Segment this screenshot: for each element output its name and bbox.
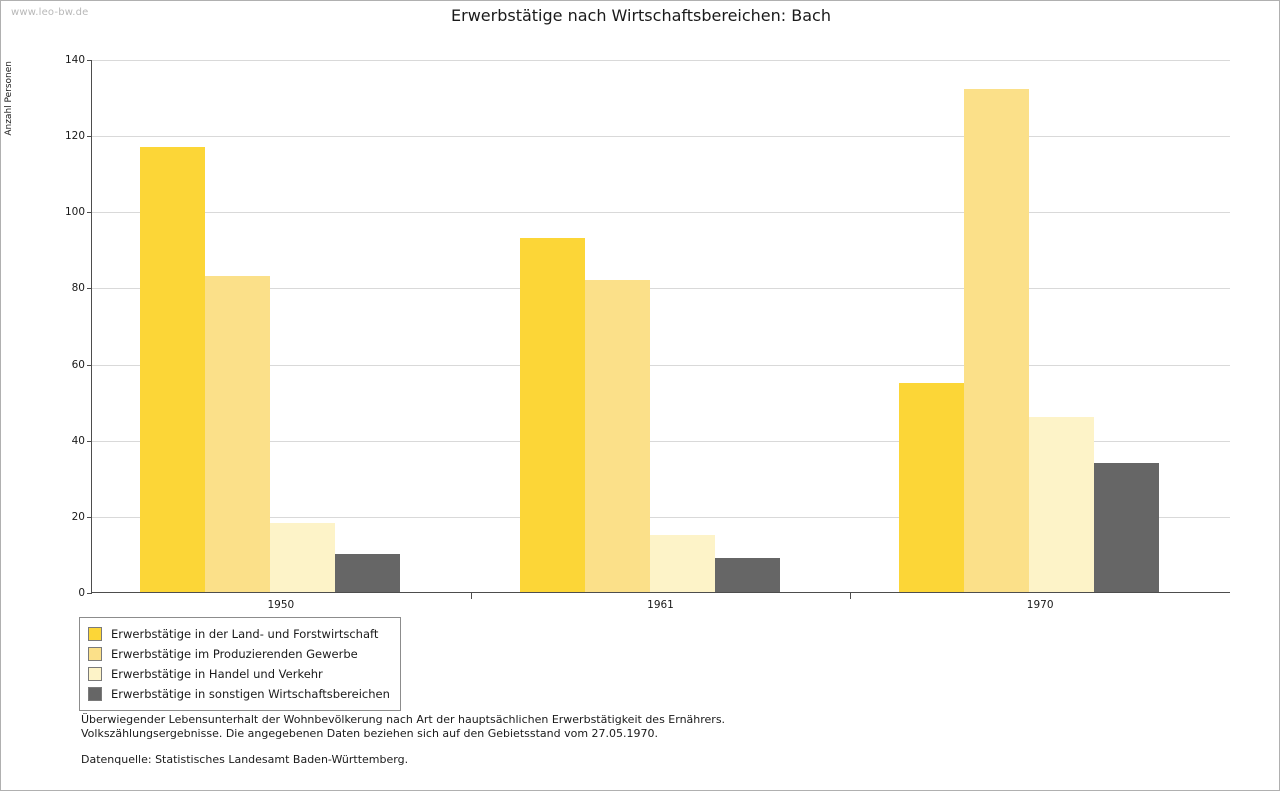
page-title: Erwerbstätige nach Wirtschaftsbereichen: Bach: [451, 6, 831, 25]
y-axis-tick: [87, 365, 92, 366]
legend-item-label: Erwerbstätige in sonstigen Wirtschaftsbereichen: [111, 687, 390, 701]
y-axis-tick: [87, 441, 92, 442]
legend-item-label: Erwerbstätige in Handel und Verkehr: [111, 667, 323, 681]
bar: [140, 147, 205, 592]
legend-item-label: Erwerbstätige in der Land- und Forstwirtschaft: [111, 627, 379, 641]
footnote-line: Volkszählungsergebnisse. Die angegebenen Daten beziehen sich auf den Gebietsstand vom 27.05.1970.: [81, 727, 659, 740]
legend-swatch-icon: [88, 687, 102, 701]
y-axis-tick: [87, 212, 92, 213]
y-axis-tick-label: 100: [64, 206, 85, 219]
watermark: www.leo-bw.de: [11, 7, 89, 18]
gridline: [92, 60, 1230, 61]
bar: [715, 558, 780, 592]
bar: [899, 383, 964, 592]
footnote-line: Überwiegender Lebensunterhalt der Wohnbevölkerung nach Art der hauptsächlichen Erwerbstätigkeit des Ernährers.: [81, 713, 726, 726]
bar: [205, 276, 270, 592]
y-axis-label: Anzahl Personen: [4, 61, 14, 136]
source-note: Datenquelle: Statistisches Landesamt Baden-Württemberg.: [81, 753, 409, 766]
y-axis-tick: [87, 288, 92, 289]
y-axis-tick-label: 0: [78, 587, 85, 599]
bar: [585, 280, 650, 592]
gridline: [92, 136, 1230, 137]
legend-item[interactable]: [88, 664, 390, 684]
legend-item-label: Erwerbstätige im Produzierenden Gewerbe: [111, 647, 358, 661]
plot-area: [91, 60, 1230, 593]
x-axis-tick: [471, 593, 472, 599]
legend-swatch-icon: [88, 647, 102, 661]
y-axis-tick: [87, 60, 92, 61]
y-axis-tick-label: 140: [64, 54, 85, 66]
bar: [520, 238, 585, 592]
y-axis-tick-label: 20: [71, 510, 85, 523]
y-axis-tick-label: 80: [71, 282, 85, 295]
x-axis-tick-label: 1950: [267, 599, 295, 611]
bar: [1094, 463, 1159, 592]
y-axis-tick-label: 40: [71, 434, 85, 447]
legend-swatch-icon: [88, 627, 102, 641]
legend-swatch-icon: [88, 667, 102, 681]
bar: [964, 89, 1029, 592]
legend: [79, 617, 401, 711]
y-axis-tick: [87, 517, 92, 518]
legend-item[interactable]: [88, 624, 390, 644]
footnotes: [81, 713, 1181, 741]
y-axis-tick-label: 60: [71, 358, 85, 371]
x-axis-tick-label: 1961: [647, 599, 674, 611]
bar: [1029, 417, 1094, 592]
legend-item[interactable]: [88, 644, 390, 664]
bar: [270, 523, 335, 592]
legend-item[interactable]: [88, 684, 390, 704]
y-axis-tick-labels: [41, 54, 85, 599]
x-axis-tick-label: 1970: [1026, 599, 1054, 611]
gridline: [92, 212, 1230, 213]
bar: [650, 535, 715, 592]
y-axis-tick: [87, 593, 92, 594]
x-axis-tick: [850, 593, 851, 599]
bar: [335, 554, 400, 592]
y-axis-tick-label: 120: [64, 130, 85, 143]
y-axis-tick: [87, 136, 92, 137]
